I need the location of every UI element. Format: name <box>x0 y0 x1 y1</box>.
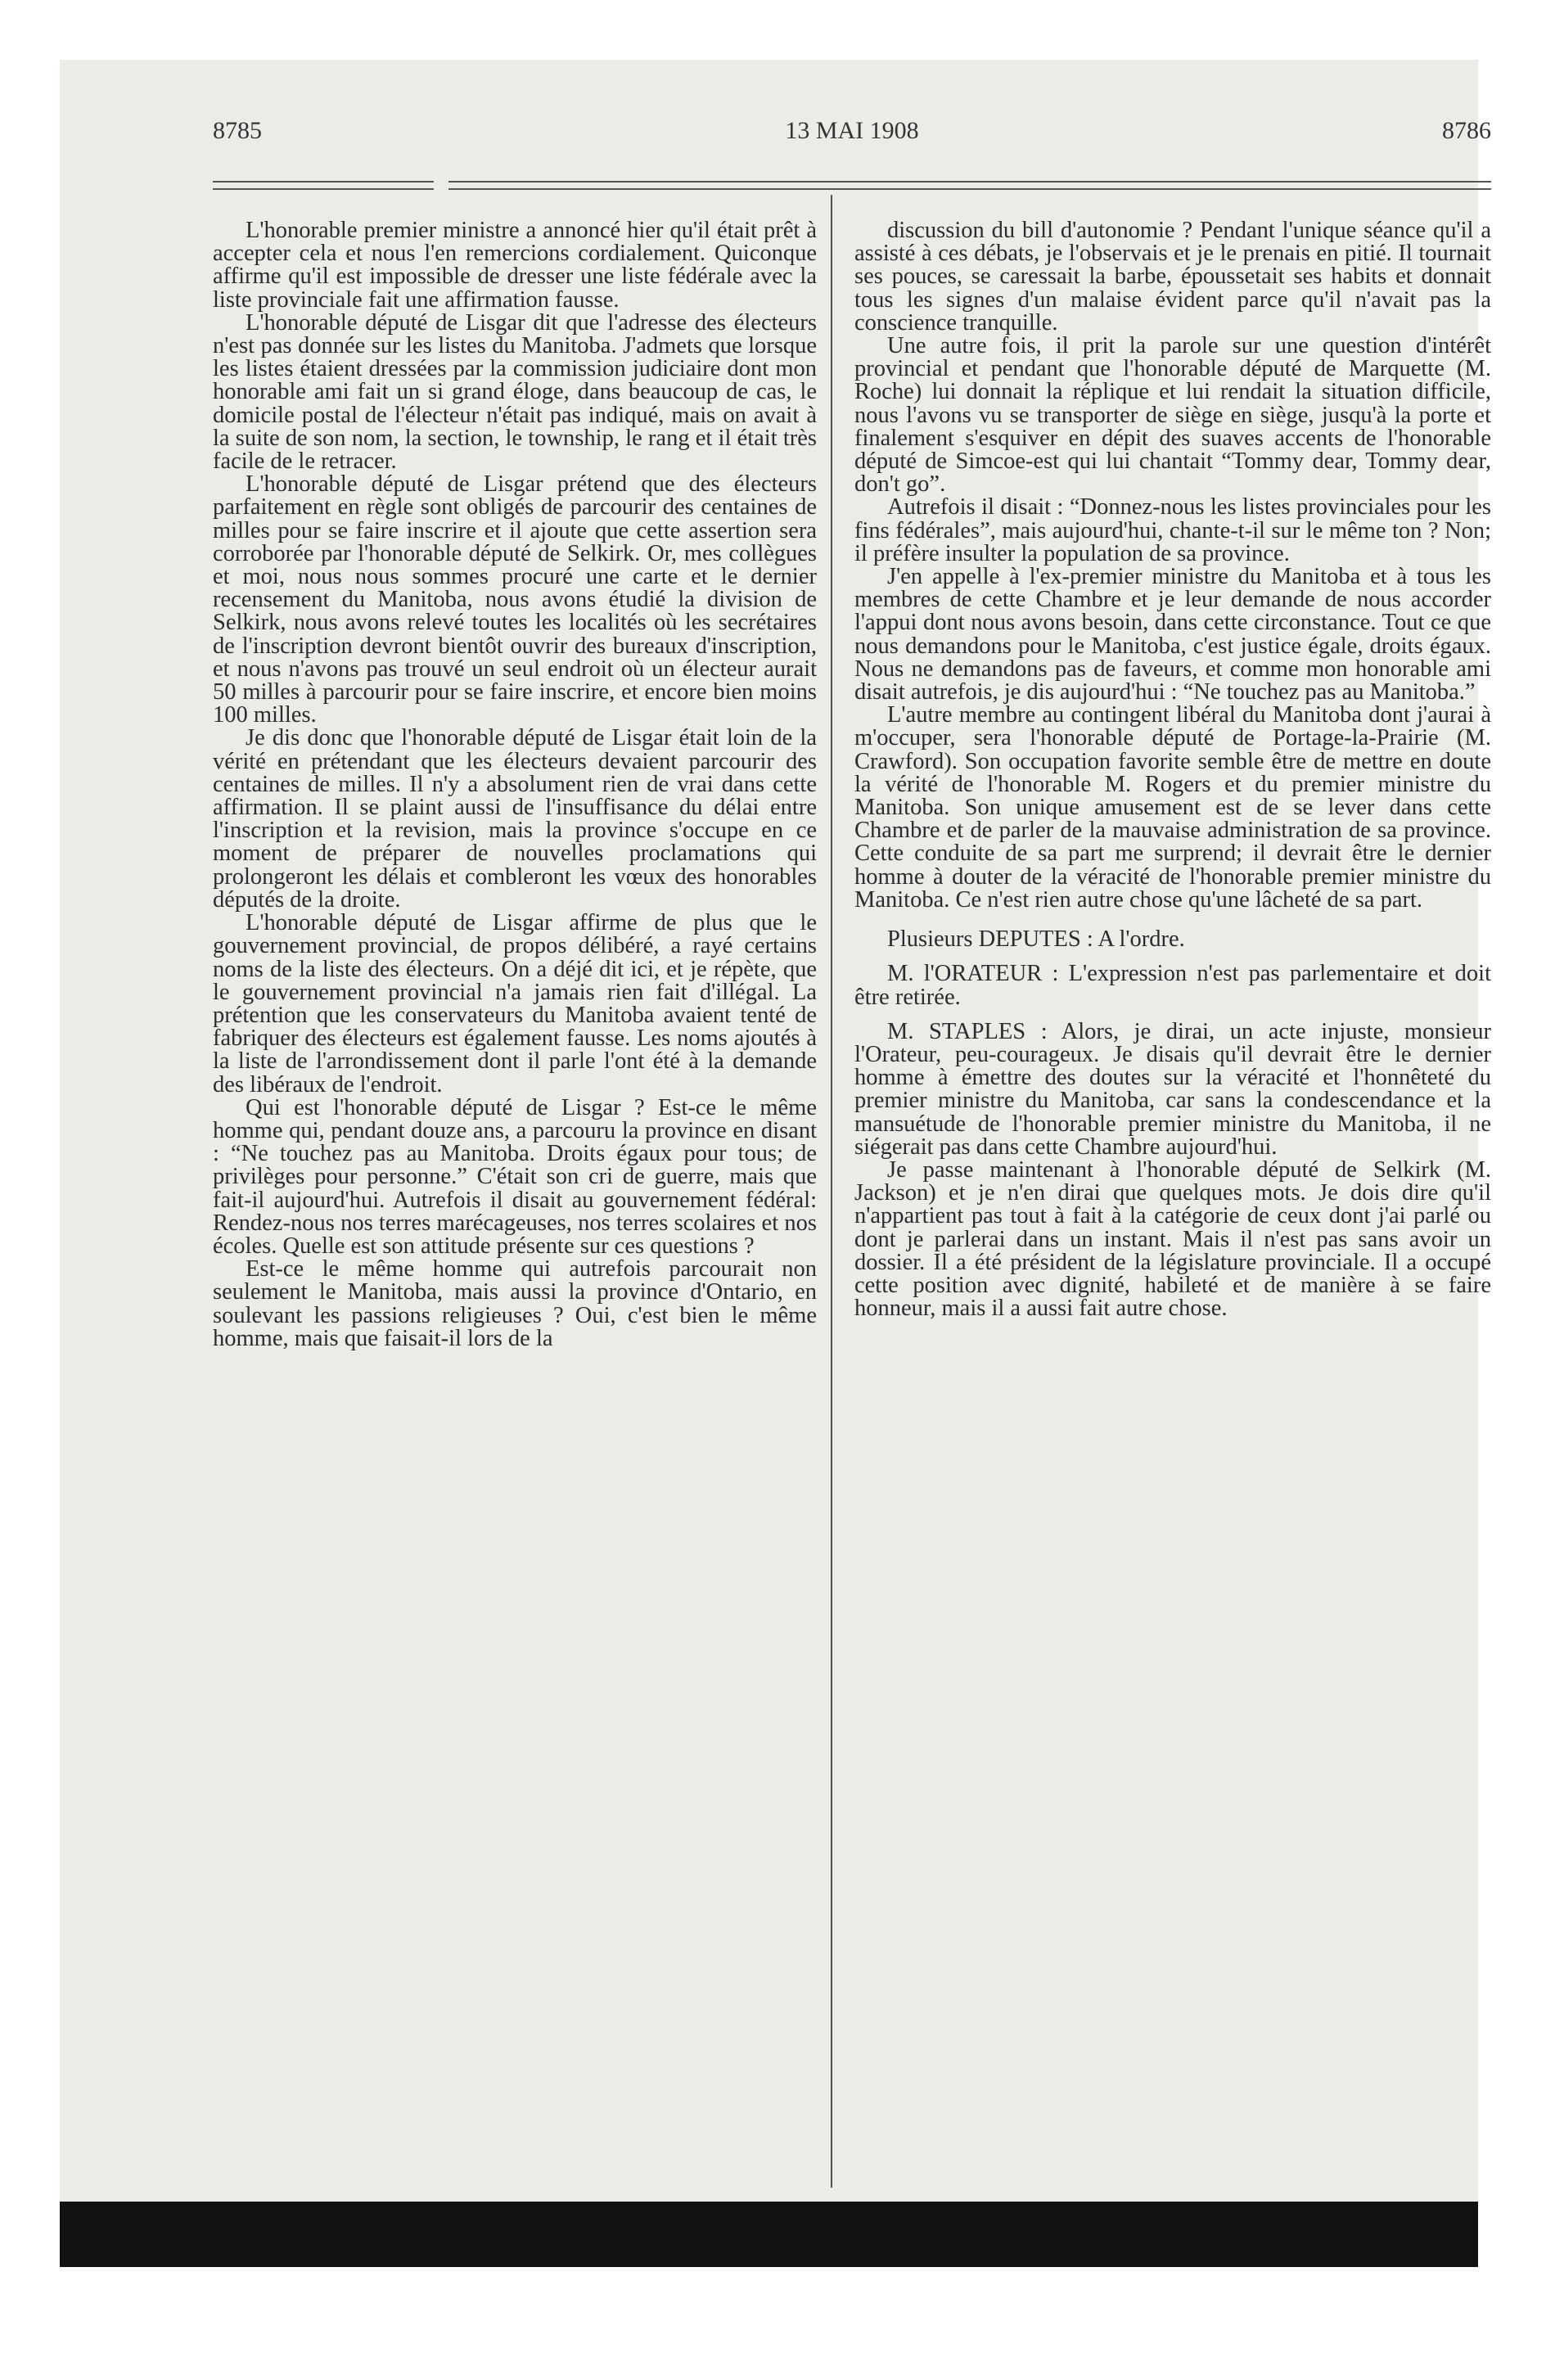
header-rule <box>213 181 434 183</box>
paragraph: L'honorable député de Lisgar prétend que des électeurs parfaitement en règle sont obligés de parcourir des centaines de milles pour se faire inscrire et il ajoute que cette assertion sera corroborée par l'honorable député de Selkirk. Or, mes collègues et moi, nous nous sommes procuré une carte et le dernier recensement du Manitoba, nous avons étudié la division de Selkirk, nous avons relevé toutes les localités où les secrétaires de l'inscription devront bientôt ouvrir des bureaux d'inscription, et nous n'avons pas trouvé un seul endroit où un électeur aurait 50 milles à parcourir pour se faire inscrire, et encore bien moins 100 milles. <box>213 471 817 728</box>
paragraph: Je passe maintenant à l'honorable député de Selkirk (M. Jackson) et je n'en dirai que quelques mots. Je dois dire qu'il n'appartient pas tout à fait à la catégorie de ceux dont j'ai parlé ou dont je parlerai dans un instant. Mais il n'est pas sans avoir un dossier. Il a été président de la législature provinciale. Il a occupé cette position avec dignité, habileté et de manière à se faire honneur, mais il a aussi fait autre chose. <box>854 1156 1491 1322</box>
page <box>60 60 1491 2202</box>
paragraph: Je dis donc que l'honorable député de Lisgar était loin de la vérité en prétendant que les électeurs devaient parcourir des centaines de milles. Il n'y a absolument rien de vrai dans cette affirmation. Il se plaint aussi de l'insuffisance du délai entre l'inscription et la revision, mais la province s'occupe en ce moment de préparer de nouvelles proclamations qui prolongeront les délais et combleront les vœux des honorables députés de la droite. <box>213 725 817 913</box>
paragraph: L'honorable premier ministre a annoncé hier qu'il était prêt à accepter cela et nous l'en remercions cordialement. Quiconque affirme qu'il est impossible de dresser une liste fédérale avec la liste provinciale fait une affirmation fausse. <box>213 218 817 313</box>
paragraph: L'autre membre au contingent libéral du Manitoba dont j'aurai à m'occuper, sera l'honorable député de Portage-la-Prairie (M. Crawford). Son occupation favorite semble être de mettre en doute la vérité de l'honorable M. Rogers et du premier ministre du Manitoba. Son unique amusement est de se lever dans cette Chambre et de parler de la mauvaise administration de sa province. Cette conduite de sa part me surprend; il devrait être le dernier homme à douter de la véracité de l'honorable premier ministre du Manitoba. Ce n'est rien autre chose qu'une lâcheté de sa part. <box>854 702 1491 913</box>
column-divider <box>831 195 832 2188</box>
left-page-number: 8785 <box>213 117 262 144</box>
paragraph: L'honorable député de Lisgar dit que l'adresse des électeurs n'est pas donnée sur les listes du Manitoba. J'admets que lorsque les listes étaient dressées par la commission judiciaire dont mon honorable ami fait un si grand éloge, dans beaucoup de cas, le domicile postal de l'électeur n'était pas indiqué, mais on avait à la suite de son nom, la section, le township, le rang et il était très facile de le retracer. <box>213 309 817 475</box>
scan-frame <box>60 60 1491 2267</box>
paragraph: Autrefois il disait : “Donnez-nous les listes provinciales pour les fins fédérales”, mais aujourd'hui, chante-t-il sur le même ton ? Non; il préfère insulter la population de sa province. <box>854 494 1491 566</box>
paragraph: Est-ce le même homme qui autrefois parcourait non seulement le Manitoba, mais aussi la province d'Ontario, en soulevant les passions religieuses ? Oui, c'est bien le même homme, mais que faisait-il lors de la <box>213 1256 817 1351</box>
scan-bottom-band <box>60 2202 1478 2267</box>
header-rule <box>448 188 1491 190</box>
speaker-paragraph: M. STAPLES : Alors, je dirai, un acte injuste, monsieur l'Orateur, peu-courageux. Je disais qu'il devrait être le dernier homme à émettre des doutes sur la véracité et l'honnêteté du premier ministre du Manitoba, car sans la condescendance et la mansuétude de l'honorable premier ministre du Manitoba, il ne siégerait pas dans cette Chambre aujourd'hui. <box>854 1018 1491 1160</box>
speaker-interjection: Plusieurs DEPUTES : A l'ordre. <box>887 926 1185 953</box>
header-rule <box>448 181 1491 183</box>
paragraph: L'honorable député de Lisgar affirme de plus que le gouvernement provincial, de propos délibéré, a rayé certains noms de la liste des électeurs. On a déjé dit ici, et je répète, que le gouvernement provincial n'a jamais rien fait d'illégal. La prétention que les conservateurs du Manitoba avaient tenté de fabriquer des électeurs est également fausse. Les noms ajoutés à la liste de l'arrondissement dont il parle l'ont été à la demande des libéraux de l'endroit. <box>213 910 817 1098</box>
page-header <box>213 117 1491 158</box>
paragraph: Une autre fois, il prit la parole sur une question d'intérêt provincial et pendant que l'honorable député de Marquette (M. Roche) lui donnait la réplique et lui rendait la situation difficile, nous l'avons vu se transporter de siège en siège, jusqu'à la porte et finalement s'esquiver en dépit des suaves accents de l'honorable député de Simcoe-est qui lui chantait “Tommy dear, Tommy dear, don't go”. <box>854 333 1491 498</box>
paragraph: Qui est l'honorable député de Lisgar ? Est-ce le même homme qui, pendant douze ans, a parcouru la province en disant : “Ne touchez pas au Manitoba. Droits égaux pour tous; de privilèges pour personne.” C'était son cri de guerre, mais que fait-il aujourd'hui. Autrefois il disait au gouvernement fédéral: Rendez-nous nos terres marécageuses, nos terres scolaires et nos écoles. Quelle est son attitude présente sur ces questions ? <box>213 1094 817 1259</box>
paragraph: discussion du bill d'autonomie ? Pendant l'unique séance qu'il a assisté à ces débats, je l'observais et je le prenais en pitié. Il tournait ses pouces, se caressait la barbe, époussetait ses habits et donnait tous les signes d'un malaise évident parce qu'il n'avait pas la conscience tranquille. <box>854 218 1491 336</box>
right-page-number: 8786 <box>1442 117 1491 144</box>
header-rule <box>213 188 434 190</box>
left-column <box>213 219 817 1350</box>
speaker-paragraph: M. l'ORATEUR : L'expression n'est pas parlementaire et doit être retirée. <box>854 961 1491 1010</box>
right-column <box>854 219 1491 1320</box>
page-date: 13 MAI 1908 <box>785 117 919 144</box>
paragraph: J'en appelle à l'ex-premier ministre du Manitoba et à tous les membres de cette Chambre et je leur demande de nous accorder l'appui dont nous avons besoin, dans cette circonstance. Tout ce que nous demandons pour le Manitoba, c'est justice égale, droits égaux. Nous ne demandons pas de faveurs, et comme mon honorable ami disait autrefois, je dis aujourd'hui : “Ne touchez pas au Manitoba.” <box>854 564 1491 705</box>
